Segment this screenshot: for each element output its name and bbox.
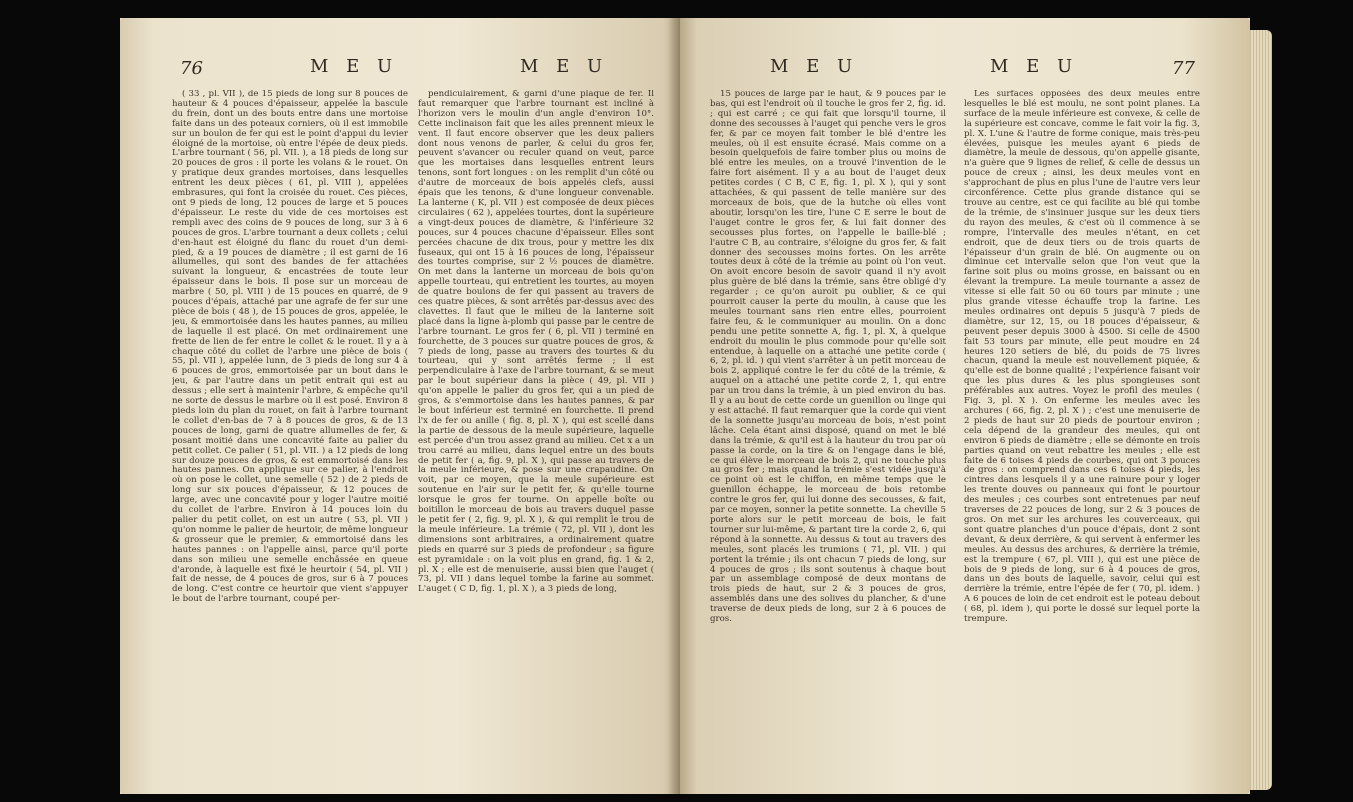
page-edges xyxy=(1250,30,1272,790)
running-head-left: M E U xyxy=(310,56,399,77)
running-head-right-col2: M E U xyxy=(990,56,1079,77)
page-number-left: 76 xyxy=(180,58,203,79)
running-head-right: M E U xyxy=(770,56,859,77)
left-page-column-1 xyxy=(172,90,408,780)
text-block: 15 pouces de large par le haut, & 9 pouces par le bas, qui est l'endroit où il touche le gros fer 2, fig. id. ; qui est carré ; ce qui fait que lorsqu'il tourne, il donne des secousses à l'auget qui penche vers le gros fer, & par ce moyen fait tomber le blé d'entre les meules, où il est ensuite écrasé. Mais comme on a besoin quelquefois de faire tomber plus ou moins de blé entre les meules, on a trouvé l'invention de le faire fort aisément. Il y a au bout de l'auget deux petites cordes ( C B, C E, fig. 1, pl. X ), qui y sont attachées, & qui passent de telle manière sur des morceaux de bois, que de la hutche où elles vont aboutir, lorsqu'on les tire, l'une C E serre le bout de l'auget contre le gros fer, & lui fait donner des secousses plus fortes, on l'appelle le baille-blé ; l'autre C B, au contraire, s'éloigne du gros fer, & fait donner des secousses moins fortes. On les arrête toutes deux à côté de la trémie au point où l'on veut. On avoit encore besoin de savoir quand il n'y avoit plus guère de blé dans la trémie, sans être obligé d'y regarder ; ce qu'on auroit pu oublier, & ce qui pourroit causer la perte du moulin, à cause que les meules tournant sans rien entre elles, pourroient faire feu, & le communiquer au moulin. On a donc pendu une petite sonnette A, fig. 1, pl. X, à quelque endroit du moulin le plus commode pour qu'elle soit entendue, à laquelle on a attaché une petite corde ( 6, 2, pl. id. ) qui vient s'arrêter à un petit morceau de bois 2, appliqué contre le fer du côté de la trémie, & auquel on a attaché une petite corde 2, 1, qui entre par un trou dans la trémie, à un pied environ du bas. Il y a au bout de cette corde un guenillon ou linge qui y est attaché. Il faut remarquer que la corde qui vient de la sonnette jusqu'au morceau de bois, n'est point lâche. Cela étant ainsi disposé, quand on met le blé dans la trémie, & qu'il est à la hauteur du trou par où passe la corde, on la tire & on l'engage dans le blé, ce qui élève le morceau de bois 2, qui ne touche plus au gros fer ; mais quand la trémie s'est vidée jusqu'à ce point où est le chiffon, en même temps que le guenillon échappe, le morceau de bois retombe contre le gros fer, qui lui donne des secousses, & fait, par ce moyen, sonner la petite sonnette. La cheville 5 porte alors sur le petit morceau de bois, le fait tourner sur lui-même, & partant tire la corde 2, 6, qui répond à la sonnette. Au dessus & tout au travers des meules, sont placés les trumions ( 71, pl. VII. ) qui portent la trémie ; ils ont chacun 7 pieds de long, sur 4 pouces de gros ; ils sont soutenus à chaque bout par un assemblage composé de deux montans de trois pieds de haut, sur 2 & 3 pouces de gros, assemblés dans une des solives du plancher, & d'une traverse de deux pieds de long, sur 2 à 6 pouces de gros. xyxy=(710,90,946,625)
page-number-right: 77 xyxy=(1172,58,1195,79)
right-page-column-2 xyxy=(964,90,1200,780)
open-book xyxy=(120,18,1250,794)
left-page-column-2 xyxy=(418,90,654,780)
left-page xyxy=(120,18,680,794)
right-page-column-1 xyxy=(710,90,946,780)
text-block: ( 33 , pl. VII ), de 15 pieds de long sur 8 pouces de hauteur & 4 pouces d'épaisseur, appelée la bascule du frein, dont un des bouts entre dans une mortoise faite dans un des poteaux corniers, où il est immobile sur un boulon de fer qui est le point d'appui du levier éloigné de la mortoise, où entre l'épée de deux pieds. L'arbre tournant ( 56, pl. VII. ), a 18 pieds de long sur 20 pouces de gros : il porte les volans & le rouet. On y pratique deux grandes mortoises, dans lesquelles entrent les deux pièces ( 61, pl. VIII ), appelées embrasures, qui font la croisée du rouet. Ces pièces, ont 9 pieds de long, 12 pouces de large et 5 pouces d'épaisseur. Le reste du vide de ces mortoises est rempli avec des coins de 9 pouces de long, sur 3 à 6 pouces de gros. L'arbre tournant a deux collets ; celui d'en-haut est éloigné du flanc du rouet d'un demi-pied, & a 19 pouces de diamètre ; il est garni de 16 allumelles, qui sont des bandes de fer attachées suivant la longueur, & encastrées de toute leur épaisseur dans le bois. Il pose sur un morceau de marbre ( 50, pl. VIII ) de 15 pouces en quarré, de 9 pouces d'épais, attaché par une agrafe de fer sur une pièce de bois ( 48 ), de 15 pouces de gros, appelée, le jeu, & emmortoisée dans les hautes pannes, au milieu de laquelle il est placé. On met ordinairement une frette de lien de fer entre le collet & le rouet. Il y a à chaque côté du collet de l'arbre une pièce de bois ( 55, pl. VII ), appelée lunn, de 3 pieds de long sur 4 à 6 pouces de gros, emmortoisée par un bout dans le jeu, & par l'autre dans un petit entrait qui est au dessus ; elle sert à maintenir l'arbre, & empêche qu'il ne sorte de dessus le marbre où il est posé. Environ 8 pieds loin du plan du rouet, on fait à l'arbre tournant le collet d'en-bas de 7 à 8 pouces de gros, & de 13 pouces de long, garni de quatre allumelles de fer, & posant moitié dans une concavité faite au palier du petit collet. Ce palier ( 51, pl. VII. ) a 12 pieds de long sur douze pouces de gros, & est emmortoisé dans les hautes pannes. On applique sur ce palier, à l'endroit où on pose le collet, une semelle ( 52 ) de 2 pieds de long sur six pouces d'épaisseur, & 12 pouces de large, avec une concavité pour y loger l'autre moitié du collet de l'arbre. Environ à 14 pouces loin du palier du petit collet, on est un autre ( 53, pl. VII ) qu'on nomme le palier de heurtoir, de même longueur & grosseur que le premier, & emmortoisé dans les hautes pannes : on l'appelle ainsi, parce qu'il porte dans son milieu une semelle enchâssée en queue d'aronde, à laquelle est fixé le heurtoir ( 54, pl. VII ) fait de nesse, de 4 pouces de gros, sur 6 à 7 pouces de long. C'est contre ce heurtoir que vient s'appuyer le bout de l'arbre tournant, coupé per- xyxy=(172,90,408,605)
running-head-left-col2: M E U xyxy=(520,56,609,77)
text-block: pendiculairement, & garni d'une plaque de fer. Il faut remarquer que l'arbre tournant est incliné à l'horizon vers le moulin d'un angle d'environ 10°. Cette inclinaison fait que les ailes prennent mieux le vent. Il faut encore observer que les deux paliers dont nous venons de parler, & celui du gros fer, peuvent s'avancer ou reculer quand on veut, parce que les mortaises dans lesquelles entrent leurs tenons, sont fort longues : on les remplit d'un côté ou d'autre de morceaux de bois appelés clefs, aussi épais que les tenons, & d'une longueur convenable. La lanterne ( K, pl. VII ) est composée de deux pièces circulaires ( 62 ), appelées tourtes, dont la supérieure a vingt-deux pouces de diamètre, & l'inférieure 32 pouces, sur 4 pouces chacune d'épaisseur. Elles sont percées chacune de dix trous, pour y mettre les dix fuseaux, qui ont 15 à 16 pouces de long, l'épaisseur des tourtes comprise, sur 2 ½ pouces de diamètre. On met dans la lanterne un morceau de bois qu'on appelle tourteau, qui entretient les tourtes, au moyen de quatre boulons de fer qui passent au travers de ces quatre pièces, & sont arrêtés par-dessus avec des clavettes. Il faut que le milieu de la lanterne soit placé dans la ligne à-plomb qui passe par le centre de l'arbre tournant. Le gros fer ( 6, pl. VII ) terminé en fourchette, de 3 pouces sur quatre pouces de gros, & 7 pieds de long, passe au travers des tourtes & du tourteau, qui y sont arrêtés ferme ; il est perpendiculaire à l'axe de l'arbre tournant, & se meut par le bout supérieur dans la pièce ( 49, pl. VII ) qu'on appelle le palier du gros fer, qui a un pied de gros, & s'emmortoise dans les hautes pannes, & par le bout inférieur est terminé en fourchette. Il prend l'x de fer ou anille ( fig. 8, pl. X ), qui est scellé dans la partie de dessous de la meule supérieure, laquelle est percée d'un trou assez grand au milieu. Cet x a un trou carré au milieu, dans lequel entre un des bouts de petit fer ( a, fig. 9, pl. X ), qui passe au travers de la meule inférieure, & pose sur une crapaudine. On voit, par ce moyen, que la meule supérieure est soutenue en l'air sur le petit fer, & qu'elle tourne lorsque le gros fer tourne. On appelle boîte ou boitillon le morceau de bois au travers duquel passe le petit fer ( 2, fig. 9, pl. X ), & qui remplit le trou de la meule inférieure. La trémie ( 72, pl. VII ), dont les dimensions sont arbitraires, a ordinairement quatre pieds en quarré sur 3 pieds de profondeur ; sa figure est pyramidale : on la voit plus en grand, fig. 1 & 2, pl. X ; elle est de menuiserie, aussi bien que l'auget ( 73, pl. VII ) dans lequel tombe la farine au sommet. L'auget ( C D, fig. 1, pl. X ), a 3 pieds de long, xyxy=(418,90,654,595)
right-page xyxy=(680,18,1250,794)
text-block: Les surfaces opposées des deux meules entre lesquelles le blé est moulu, ne sont point planes. La surface de la meule inférieure est convexe, & celle de la supérieure est concave, comme le fait voir la fig. 3, pl. X. L'une & l'autre de forme conique, mais très-peu élevées, puisque les meules ayant 6 pieds de diamètre, la meule de dessous, qu'on appelle gisante, n'a guère que 9 lignes de relief, & celle de dessus un pouce de creux ; ainsi, les deux meules vont en s'approchant de plus en plus l'une de l'autre vers leur circonférence. Cette plus grande distance qui se trouve au centre, est ce qui facilite au blé qui tombe de la trémie, de s'insinuer jusque sur les deux tiers du rayon des meules, & c'est où il commence à se rompre, l'intervalle des meules n'étant, en cet endroit, que de deux tiers ou de trois quarts de l'épaisseur d'un grain de blé. On augmente ou on diminue cet intervalle selon que l'on veut que la farine soit plus ou moins grosse, en baissant ou en élevant la trempure. La meule tournante a assez de vitesse si elle fait 50 ou 60 tours par minute ; une plus grande vitesse échauffe trop la farine. Les meules ordinaires ont depuis 5 jusqu'à 7 pieds de diamètre, sur 12, 15, ou 18 pouces d'épaisseur, & peuvent peser depuis 3000 à 4500. Si celle de 4500 fait 53 tours par minute, elle peut moudre en 24 heures 120 setiers de blé, du poids de 75 livres chacun, quand la meule est nouvellement piquée, & qu'elle est de bonne qualité ; l'expérience faisant voir que les plus dures & les plus spongieuses sont préférables aux autres. Voyez le profil des meules ( Fig. 3, pl. X ). On enferme les meules avec les archures ( 66, fig. 2, pl. X ) ; c'est une menuiserie de 2 pieds de haut sur 20 pieds de pourtour environ ; cela dépend de la grandeur des meules, qui ont environ 6 pieds de diamètre ; elle se démonte en trois parties quand on veut rebattre les meules ; elle est faite de 6 toises 4 pieds de courbes, qui ont 3 pouces de gros : on comprend dans ces 6 toises 4 pieds, les cintres dans lesquels il y a une rainure pour y loger les trente douves ou panneaux qui font le pourtour des meules ; ces courbes sont entretenues par neuf traverses de 22 pouces de long, sur 2 & 3 pouces de gros. On met sur les archures les couverceaux, qui sont quatre planches d'un pouce d'épais, dont 2 sont devant, & deux derrière, & qui servent à enfermer les meules. Au dessus des archures, & derrière la trémie, est la trempure ( 67, pl. VIII ), qui est une pièce de bois de 9 pieds de long, sur 6 à 4 pouces de gros, dans un des bouts de laquelle, savoir, celui qui est derrière la trémie, entre l'épée de fer ( 70, pl. idem. ) A 6 pouces de loin de cet endroit est le poteau debout ( 68, pl. idem ), qui porte le dossé sur lequel porte la trempure. xyxy=(964,90,1200,625)
